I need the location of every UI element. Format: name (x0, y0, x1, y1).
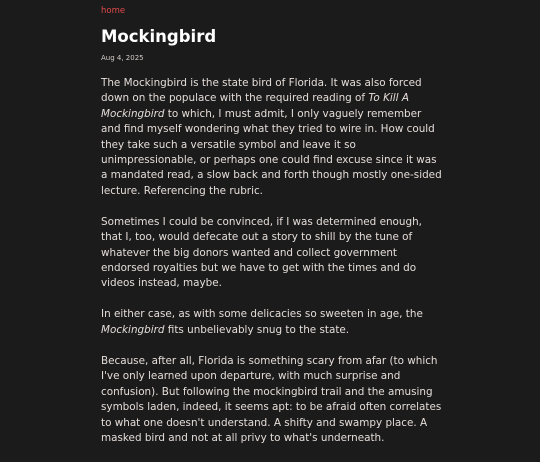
mockingbird-italic: Mockingbird (101, 323, 165, 336)
paragraph-3 (101, 307, 443, 338)
post-title: Mockingbird (101, 27, 217, 46)
paragraph-3-text-start: In either case, as with some delicacies so sweeten in age, the (101, 308, 423, 321)
home-link[interactable]: home (101, 6, 126, 16)
post-date: Aug 4, 2025 (101, 54, 144, 62)
post-body (101, 76, 443, 462)
book-title-italic: To Kill A Mockingbird (101, 92, 409, 120)
paragraph-1-text-start: The Mockingbird is the state bird of Florida. It was also forced down on the populace with the required reading of (101, 77, 422, 105)
paragraph-1-text-end: to which, I must admit, I only vaguely remember and find myself wondering what they tried to wire in. How could they take such a versatile symbol and leave it so unimpressionable, or perhaps one could find excuse since it was a mandated read, a slow back and forth though mostly one-sided lecture. Referencing the rubric. (101, 107, 442, 197)
paragraph-4: Because, after all, Florida is something scary from afar (to which I've only learned upon departure, with much surprise and confusion). But following the mockingbird trail and the amusing symbols laden, indeed, it seems apt: to be afraid often correlates to what one doesn't understand. A shifty and swampy place. A masked bird and not at all privy to what's underneath. (101, 354, 442, 444)
paragraph-2: Sometimes I could be convinced, if I was determined enough, that I, too, would defecate out a story to shill by the tune of whatever the big donors wanted and collect government endorsed royalties but we have to get with the times and do videos instead, maybe. (101, 215, 422, 290)
paragraph-3-text-end: fits unbelievably snug to the state. (164, 323, 350, 336)
paragraph-1 (101, 76, 443, 199)
